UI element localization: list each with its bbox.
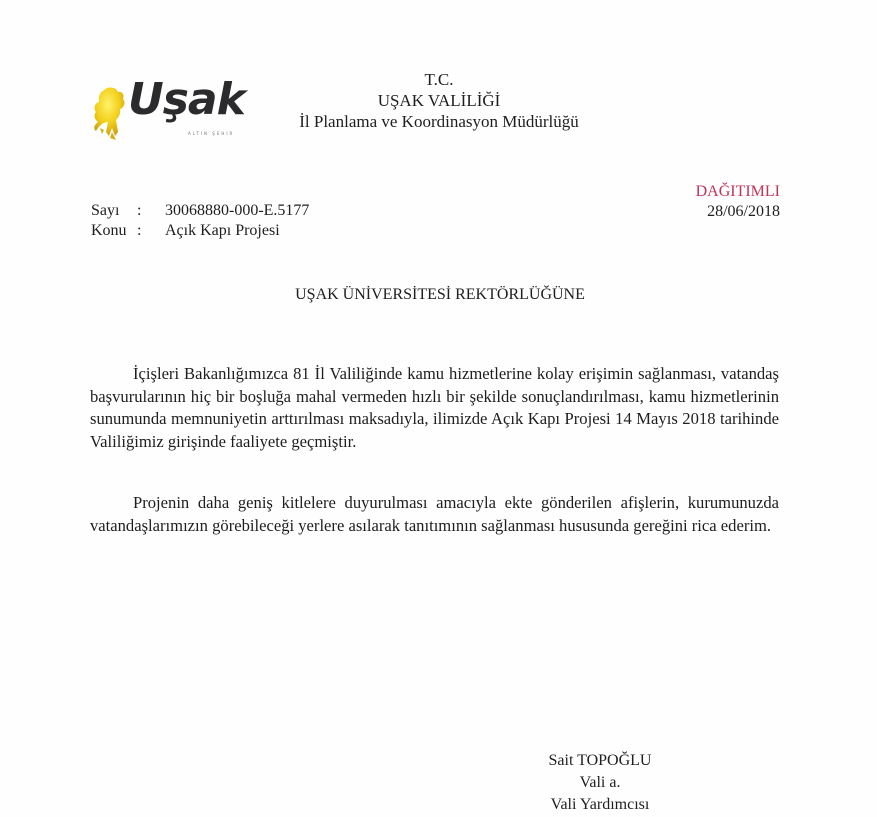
signatory-on-behalf: Vali a. <box>579 774 621 791</box>
logo-wordmark: Uşak <box>128 74 245 125</box>
signature-block <box>520 750 680 816</box>
document-number: 30068880-000-E.5177 <box>165 202 310 219</box>
directorate-name: İl Planlama ve Koordinasyon Müdürlüğü <box>299 112 579 131</box>
usak-logo <box>90 74 260 144</box>
number-label: Sayı <box>91 202 120 219</box>
addressee: UŞAK ÜNİVERSİTESİ REKTÖRLÜĞÜNE <box>295 286 585 303</box>
governorship-name: UŞAK VALİLİĞİ <box>377 91 501 110</box>
document-number-row <box>91 201 309 221</box>
document-meta <box>91 201 309 241</box>
logo-tagline: ALTIN ŞEHIR <box>188 131 235 136</box>
letterhead <box>280 69 598 132</box>
document-date: 28/06/2018 <box>707 203 780 220</box>
subject-label: Konu <box>91 222 127 239</box>
signatory-name: Sait TOPOĞLU <box>548 752 652 769</box>
distribution-block <box>660 182 780 222</box>
subject-value: Açık Kapı Projesi <box>165 222 280 239</box>
body-paragraph-2: Projenin daha geniş kitlelere duyurulması amacıyla ekte gönderilen afişlerin, kurumunuzda vatandaşlarımızın görebileceği yerlere asılarak tanıtımının sağlanması hususunda gereğini rica ederim. <box>90 493 779 535</box>
subject-row <box>91 221 309 241</box>
signatory-title: Vali Yardımcısı <box>550 796 650 813</box>
state-abbreviation: T.C. <box>424 70 454 89</box>
golden-figure-emblem-icon <box>90 84 130 144</box>
subject-colon: : <box>137 222 142 239</box>
distribution-tag: DAĞITIMLI <box>695 183 780 200</box>
number-colon: : <box>137 202 142 219</box>
body-paragraph-1: İçişleri Bakanlığımızca 81 İl Valiliğinde kamu hizmetlerine kolay erişimin sağlanması, vatandaş başvurularının hiç bir boşluğa mahal vermeden hızlı bir şekilde sonuçlandırılması, kamu hizmetlerinin sunumunda memnuniyetin arttırılması maksadıyla, ilimizde Açık Kapı Projesi 14 Mayıs 2018 tarihinde Valiliğimiz girişinde faaliyete geçmiştir. <box>90 364 779 451</box>
